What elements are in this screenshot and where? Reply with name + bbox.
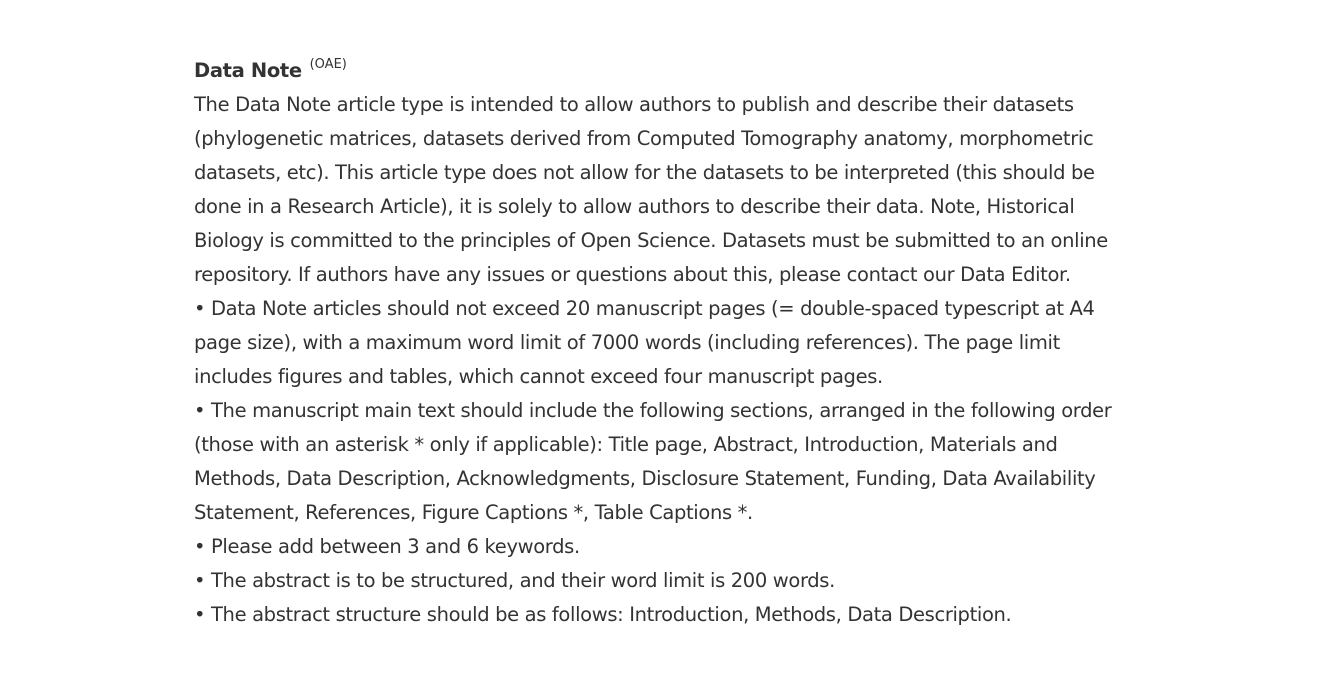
section-heading: [194, 54, 1134, 88]
section-title: Data Note: [194, 59, 302, 82]
list-item-keywords: • Please add between 3 and 6 keywords.: [194, 535, 580, 558]
list-item-abstract-structure: • The abstract structure should be as follows: Introduction, Methods, Data Description.: [194, 603, 1012, 626]
section-superscript: (OAE): [309, 57, 347, 72]
list-item-sections: • The manuscript main text should include the following sections, arranged in the following order (those with an asterisk * only if applicable): Title page, Abstract, Introduction, Materials and Methods, Data Description, Acknowledgments, Disclosure Statement, Funding, Data Availability Statement, References, Figure Captions *, Table Captions *.: [194, 399, 1112, 524]
list-item-abstract-limit: • The abstract is to be structured, and their word limit is 200 words.: [194, 569, 835, 592]
list-item-page-limit: • Data Note articles should not exceed 20 manuscript pages (= double-spaced typescript at A4 page size), with a maximum word limit of 7000 words (including references). The page limit includes figures and tables, which cannot exceed four manuscript pages.: [194, 297, 1095, 388]
data-note-section: [194, 54, 1134, 632]
requirements-list: [194, 292, 1134, 632]
intro-paragraph: The Data Note article type is intended to allow authors to publish and describe their datasets (phylogenetic matrices, datasets derived from Computed Tomography anatomy, morphometric datasets, etc). This article type does not allow for the datasets to be interpreted (this should be done in a Research Article), it is solely to allow authors to describe their data. Note, Historical Biology is committed to the principles of Open Science. Datasets must be submitted to an online repository. If authors have any issues or questions about this, please contact our Data Editor.: [194, 93, 1108, 286]
